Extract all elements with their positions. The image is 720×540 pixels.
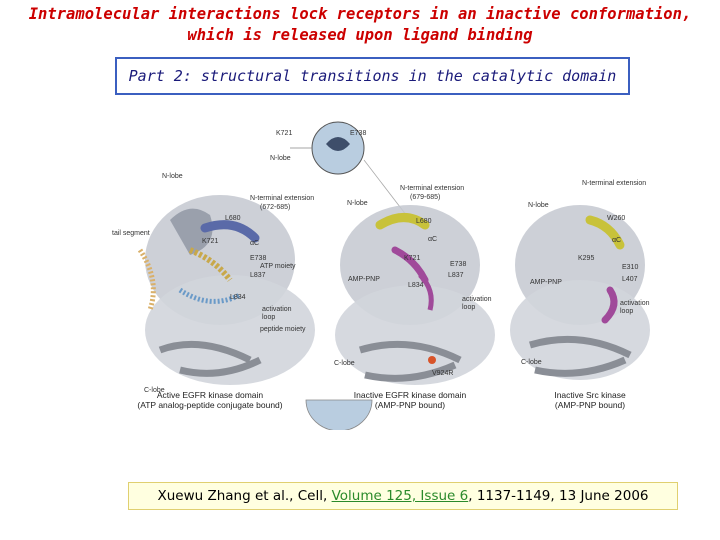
- panel2-protein: [335, 205, 495, 385]
- v924r-marker: [428, 356, 436, 364]
- p3-amppnp-label: AMP-PNP: [530, 279, 562, 286]
- citation-suffix: , 1137-1149, 13 June 2006: [468, 488, 649, 504]
- p1-loop-label: loop: [262, 314, 276, 321]
- p2-ac-label: αC: [428, 236, 438, 243]
- p2-nterm-range-label: (679-685): [410, 194, 441, 201]
- citation-box: [128, 482, 678, 510]
- p3-nlobe-label: N-lobe: [528, 202, 549, 209]
- panel1-caption: Active EGFR kinase domain (ATP analog-peptide conjugate bound): [137, 390, 283, 410]
- p3-loop-label: loop: [620, 308, 634, 315]
- p1-tail-label: tail segment: [112, 230, 150, 237]
- p1-ac-label: αC: [250, 240, 260, 247]
- p1-clobe-label: C-lobe: [144, 387, 165, 394]
- p2-nlobe-label: N-lobe: [347, 200, 368, 207]
- subtitle-text: Part 2: structural transitions in the catalytic domain: [128, 67, 617, 85]
- p3-l407-label: L407: [622, 276, 638, 283]
- p1-l837-label: L837: [250, 272, 266, 279]
- p1-nlobe-inset-label: N-lobe: [270, 155, 291, 162]
- panel1-protein: [140, 195, 315, 385]
- p1-nlobe-label: N-lobe: [162, 173, 183, 180]
- p2-l680-label: L680: [416, 218, 432, 225]
- p1-atp-label: ATP moiety: [260, 263, 296, 270]
- p1-k721-label: K721: [202, 238, 219, 245]
- p3-activation-label: activation: [620, 300, 650, 307]
- p1-e738-label: E738: [250, 255, 267, 262]
- p2-v924r-label: V924R: [432, 370, 454, 377]
- p3-w260-label: W260: [607, 215, 626, 222]
- subtitle-box: [115, 57, 630, 95]
- p1-e738-top-label: E738: [350, 130, 367, 137]
- p1-nterm-range-label: (672-685): [260, 204, 291, 211]
- panel3-protein: [510, 205, 650, 380]
- slide-title: [0, 4, 720, 46]
- p1-activation-label: activation: [262, 306, 292, 313]
- p2-l834-label: L834: [408, 282, 424, 289]
- p2-nterm-label: N-terminal extension: [400, 185, 465, 192]
- p1-nterm-label: N-terminal extension: [250, 195, 315, 202]
- p2-clobe-label: C-lobe: [334, 360, 355, 367]
- p2-k721-label: K721: [404, 255, 421, 262]
- p1-peptide-label: peptide moiety: [260, 326, 306, 333]
- p1-l834-label: L834: [230, 294, 246, 301]
- citation-prefix: Xuewu Zhang et al., Cell,: [157, 488, 332, 504]
- title-line-1: Intramolecular interactions lock receptors in an inactive conformation,: [28, 5, 692, 23]
- p2-l837-label: L837: [448, 272, 464, 279]
- p3-ac-label: αC: [612, 237, 622, 244]
- p2-loop-label: loop: [462, 304, 476, 311]
- kinase-structure-figure: [110, 100, 655, 430]
- p1-l680-label: L680: [225, 215, 241, 222]
- p1-k721-top-label: K721: [276, 130, 293, 137]
- p2-amppnp-label: AMP-PNP: [348, 276, 380, 283]
- p2-activation-label: activation: [462, 296, 492, 303]
- p2-e738-label: E738: [450, 261, 467, 268]
- p3-k295-label: K295: [578, 255, 595, 262]
- panel3-caption: Inactive Src kinase (AMP-PNP bound): [554, 390, 626, 410]
- title-line-2: which is released upon ligand binding: [187, 26, 533, 44]
- citation-volume-link[interactable]: Volume 125, Issue 6: [331, 488, 469, 504]
- panel2-caption: Inactive EGFR kinase domain (AMP-PNP bound): [353, 390, 467, 410]
- p3-nterm-label: N-terminal extension: [582, 180, 647, 187]
- p3-e310-label: E310: [622, 264, 639, 271]
- figure-artwork: [110, 100, 655, 430]
- p3-clobe-label: C-lobe: [521, 359, 542, 366]
